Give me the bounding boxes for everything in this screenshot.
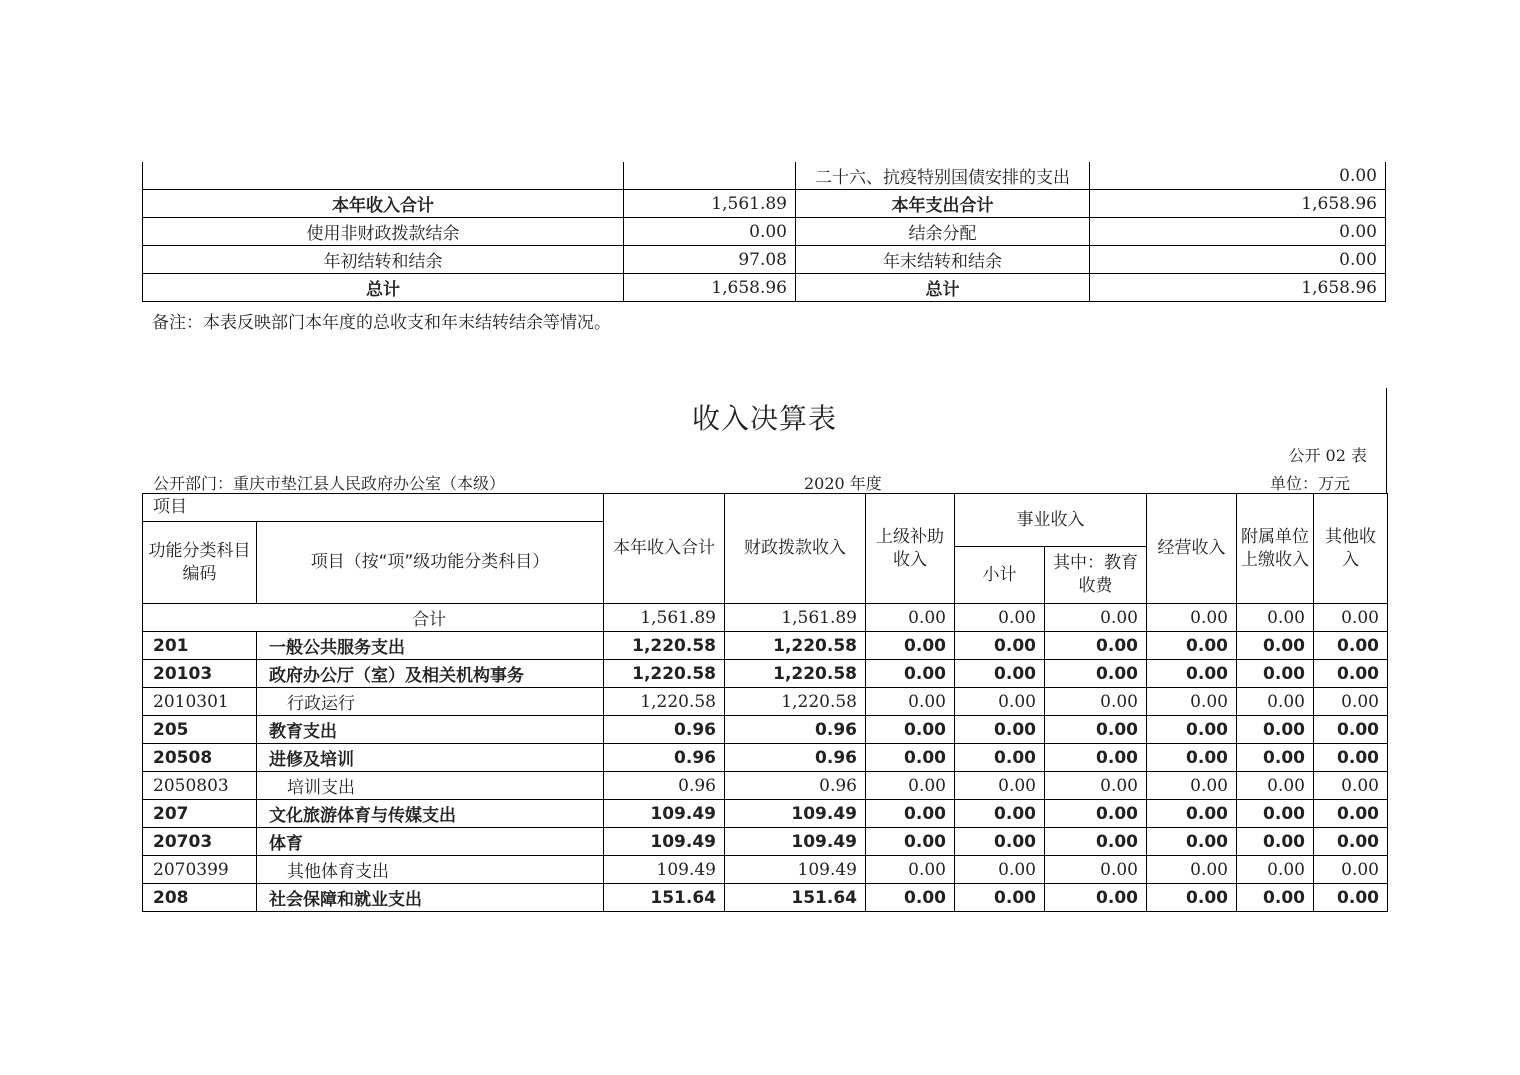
summary-row bbox=[143, 190, 1386, 218]
cell-value: 0.00 bbox=[866, 772, 955, 800]
cell-value: 0.00 bbox=[1314, 632, 1388, 660]
unit-label: 单位：万元 bbox=[1270, 474, 1351, 493]
cell-code: 207 bbox=[143, 800, 257, 828]
cell-value: 0.00 bbox=[1147, 884, 1237, 912]
table-row bbox=[143, 660, 1388, 688]
cell-value: 0.00 bbox=[1147, 632, 1237, 660]
cell-name: 其他体育支出 bbox=[257, 856, 604, 884]
table-row bbox=[143, 716, 1388, 744]
total-label: 合计 bbox=[143, 604, 604, 632]
cell-value: 0.00 bbox=[866, 660, 955, 688]
cell-code: 2070399 bbox=[143, 856, 257, 884]
cell-value: 109.49 bbox=[604, 856, 725, 884]
header-function-code: 功能分类科目编码 bbox=[143, 522, 257, 604]
page-edge-divider bbox=[1386, 388, 1387, 494]
cell-value: 0.00 bbox=[1147, 604, 1237, 632]
cell-value: 109.49 bbox=[725, 856, 866, 884]
header-total-income: 本年收入合计 bbox=[604, 494, 725, 604]
cell-value: 0.00 bbox=[955, 772, 1045, 800]
summary-right-label: 结余分配 bbox=[796, 218, 1090, 246]
cell-value: 0.00 bbox=[866, 716, 955, 744]
fiscal-year: 2020 年度 bbox=[804, 474, 882, 493]
cell-value: 0.00 bbox=[866, 828, 955, 856]
cell-value: 109.49 bbox=[725, 800, 866, 828]
cell-value: 0.00 bbox=[1314, 884, 1388, 912]
cell-value: 0.00 bbox=[866, 604, 955, 632]
cell-value: 0.00 bbox=[866, 884, 955, 912]
cell-value: 0.00 bbox=[1045, 632, 1147, 660]
cell-value: 0.00 bbox=[955, 716, 1045, 744]
cell-value: 0.00 bbox=[955, 856, 1045, 884]
summary-left-label: 年初结转和结余 bbox=[143, 246, 624, 274]
summary-left-label: 本年收入合计 bbox=[143, 190, 624, 218]
cell-value: 0.96 bbox=[725, 772, 866, 800]
summary-table bbox=[142, 162, 1386, 302]
summary-right-value: 1,658.96 bbox=[1090, 274, 1386, 302]
summary-right-label: 年末结转和结余 bbox=[796, 246, 1090, 274]
cell-value: 0.00 bbox=[1045, 660, 1147, 688]
summary-right-value: 1,658.96 bbox=[1090, 190, 1386, 218]
summary-row-partial bbox=[143, 162, 1386, 190]
cell-value: 0.00 bbox=[1237, 688, 1314, 716]
table-number: 公开 02 表 bbox=[1288, 446, 1367, 465]
cell-value: 0.00 bbox=[1314, 688, 1388, 716]
header-business-subtotal: 小计 bbox=[955, 547, 1045, 604]
table-row bbox=[143, 632, 1388, 660]
cell-value: 0.00 bbox=[866, 632, 955, 660]
cell-value: 1,220.58 bbox=[604, 660, 725, 688]
cell-value: 0.00 bbox=[955, 884, 1045, 912]
header-superior-subsidy: 上级补助收入 bbox=[866, 494, 955, 604]
table-row bbox=[143, 744, 1388, 772]
report-title: 收入决算表 bbox=[691, 402, 837, 435]
cell-value: 0.96 bbox=[604, 716, 725, 744]
cell-code: 2010301 bbox=[143, 688, 257, 716]
income-rows bbox=[143, 632, 1388, 912]
department-label: 公开部门：重庆市垫江县人民政府办公室（本级） bbox=[153, 474, 506, 493]
cell-value: 0.96 bbox=[604, 772, 725, 800]
cell-value: 0.00 bbox=[1045, 688, 1147, 716]
cell-value: 0.00 bbox=[1237, 772, 1314, 800]
cell-name: 体育 bbox=[257, 828, 604, 856]
cell-value: 0.00 bbox=[866, 744, 955, 772]
cell-value: 0.00 bbox=[1237, 744, 1314, 772]
header-fiscal-allocation: 财政拨款收入 bbox=[725, 494, 866, 604]
cell-value: 109.49 bbox=[604, 800, 725, 828]
cell-value: 0.00 bbox=[1045, 800, 1147, 828]
cell-code: 20703 bbox=[143, 828, 257, 856]
cell-code: 2050803 bbox=[143, 772, 257, 800]
cell-value: 1,561.89 bbox=[725, 604, 866, 632]
cell-value: 0.00 bbox=[1237, 660, 1314, 688]
cell-value: 0.00 bbox=[1045, 828, 1147, 856]
cell-code: 201 bbox=[143, 632, 257, 660]
cell-value: 0.00 bbox=[1237, 604, 1314, 632]
cell-value: 0.00 bbox=[1147, 856, 1237, 884]
header-project: 项目 bbox=[143, 494, 604, 522]
income-table bbox=[142, 493, 1388, 912]
cell-code: 205 bbox=[143, 716, 257, 744]
summary-left-label: 总计 bbox=[143, 274, 624, 302]
summary-row bbox=[143, 218, 1386, 246]
header-education-fees: 其中：教育收费 bbox=[1045, 547, 1147, 604]
cell-value: 1,220.58 bbox=[725, 632, 866, 660]
cell-value: 0.00 bbox=[866, 688, 955, 716]
cell-name: 社会保障和就业支出 bbox=[257, 884, 604, 912]
cell-value: 0.00 bbox=[1314, 716, 1388, 744]
cell-value: 0.00 bbox=[866, 856, 955, 884]
cell-name: 一般公共服务支出 bbox=[257, 632, 604, 660]
summary-row bbox=[143, 246, 1386, 274]
cell-value: 0.00 bbox=[955, 828, 1045, 856]
cell-value: 0.00 bbox=[1045, 856, 1147, 884]
cell-value: 109.49 bbox=[604, 828, 725, 856]
cell-value: 0.00 bbox=[1237, 884, 1314, 912]
summary-left-value: 1,561.89 bbox=[624, 190, 796, 218]
cell-name: 教育支出 bbox=[257, 716, 604, 744]
cell-value: 0.00 bbox=[955, 744, 1045, 772]
summary-cell-empty bbox=[143, 162, 624, 190]
cell-value: 0.00 bbox=[1237, 856, 1314, 884]
summary-right-value: 0.00 bbox=[1090, 162, 1386, 190]
summary-row-grand-total bbox=[143, 274, 1386, 302]
summary-left-value: 0.00 bbox=[624, 218, 796, 246]
summary-cell-empty bbox=[624, 162, 796, 190]
cell-value: 1,220.58 bbox=[604, 632, 725, 660]
cell-value: 0.00 bbox=[955, 632, 1045, 660]
cell-value: 0.00 bbox=[1147, 772, 1237, 800]
cell-value: 0.00 bbox=[1147, 660, 1237, 688]
header-business-income: 事业收入 bbox=[955, 494, 1147, 547]
summary-note: 备注：本表反映部门本年度的总收支和年末结转结余等情况。 bbox=[152, 313, 611, 333]
cell-value: 0.00 bbox=[866, 800, 955, 828]
cell-value: 0.00 bbox=[955, 688, 1045, 716]
header-affiliated-income: 附属单位上缴收入 bbox=[1237, 494, 1314, 604]
cell-value: 0.00 bbox=[1147, 716, 1237, 744]
cell-value: 0.00 bbox=[1045, 716, 1147, 744]
cell-name: 文化旅游体育与传媒支出 bbox=[257, 800, 604, 828]
cell-code: 20103 bbox=[143, 660, 257, 688]
summary-right-label: 总计 bbox=[796, 274, 1090, 302]
cell-value: 0.00 bbox=[1045, 884, 1147, 912]
cell-value: 109.49 bbox=[725, 828, 866, 856]
total-row bbox=[143, 604, 1388, 632]
table-row bbox=[143, 856, 1388, 884]
header-item-name: 项目（按“项”级功能分类科目） bbox=[257, 522, 604, 604]
table-row bbox=[143, 800, 1388, 828]
cell-value: 0.00 bbox=[1147, 688, 1237, 716]
cell-value: 0.00 bbox=[1237, 828, 1314, 856]
header-operating-income: 经营收入 bbox=[1147, 494, 1237, 604]
cell-value: 151.64 bbox=[604, 884, 725, 912]
cell-value: 0.00 bbox=[1314, 660, 1388, 688]
cell-value: 0.96 bbox=[725, 744, 866, 772]
table-row bbox=[143, 772, 1388, 800]
table-row bbox=[143, 828, 1388, 856]
summary-right-value: 0.00 bbox=[1090, 246, 1386, 274]
cell-value: 1,561.89 bbox=[604, 604, 725, 632]
cell-value: 1,220.58 bbox=[725, 660, 866, 688]
table-row bbox=[143, 688, 1388, 716]
cell-value: 0.00 bbox=[1147, 800, 1237, 828]
summary-right-value: 0.00 bbox=[1090, 218, 1386, 246]
cell-value: 0.00 bbox=[1045, 772, 1147, 800]
cell-code: 20508 bbox=[143, 744, 257, 772]
cell-value: 0.00 bbox=[1237, 632, 1314, 660]
cell-value: 0.96 bbox=[725, 716, 866, 744]
cell-name: 政府办公厅（室）及相关机构事务 bbox=[257, 660, 604, 688]
cell-value: 0.00 bbox=[955, 800, 1045, 828]
header-row bbox=[143, 494, 1388, 522]
summary-left-value: 1,658.96 bbox=[624, 274, 796, 302]
cell-value: 0.00 bbox=[1045, 604, 1147, 632]
header-other-income: 其他收入 bbox=[1314, 494, 1388, 604]
cell-value: 0.00 bbox=[1314, 604, 1388, 632]
cell-value: 0.00 bbox=[1314, 772, 1388, 800]
cell-value: 151.64 bbox=[725, 884, 866, 912]
cell-value: 0.00 bbox=[1314, 828, 1388, 856]
cell-value: 0.00 bbox=[1237, 716, 1314, 744]
summary-right-label: 二十六、抗疫特别国债安排的支出 bbox=[796, 162, 1090, 190]
summary-right-label: 本年支出合计 bbox=[796, 190, 1090, 218]
cell-name: 行政运行 bbox=[257, 688, 604, 716]
cell-name: 培训支出 bbox=[257, 772, 604, 800]
cell-name: 进修及培训 bbox=[257, 744, 604, 772]
cell-value: 0.00 bbox=[1237, 800, 1314, 828]
cell-value: 1,220.58 bbox=[725, 688, 866, 716]
cell-value: 0.00 bbox=[1147, 744, 1237, 772]
cell-value: 0.00 bbox=[1314, 800, 1388, 828]
cell-value: 0.96 bbox=[604, 744, 725, 772]
summary-left-value: 97.08 bbox=[624, 246, 796, 274]
cell-value: 0.00 bbox=[955, 604, 1045, 632]
summary-left-label: 使用非财政拨款结余 bbox=[143, 218, 624, 246]
cell-value: 0.00 bbox=[1314, 744, 1388, 772]
cell-value: 0.00 bbox=[955, 660, 1045, 688]
cell-value: 0.00 bbox=[1045, 744, 1147, 772]
cell-value: 1,220.58 bbox=[604, 688, 725, 716]
cell-value: 0.00 bbox=[1314, 856, 1388, 884]
table-row bbox=[143, 884, 1388, 912]
cell-code: 208 bbox=[143, 884, 257, 912]
cell-value: 0.00 bbox=[1147, 828, 1237, 856]
